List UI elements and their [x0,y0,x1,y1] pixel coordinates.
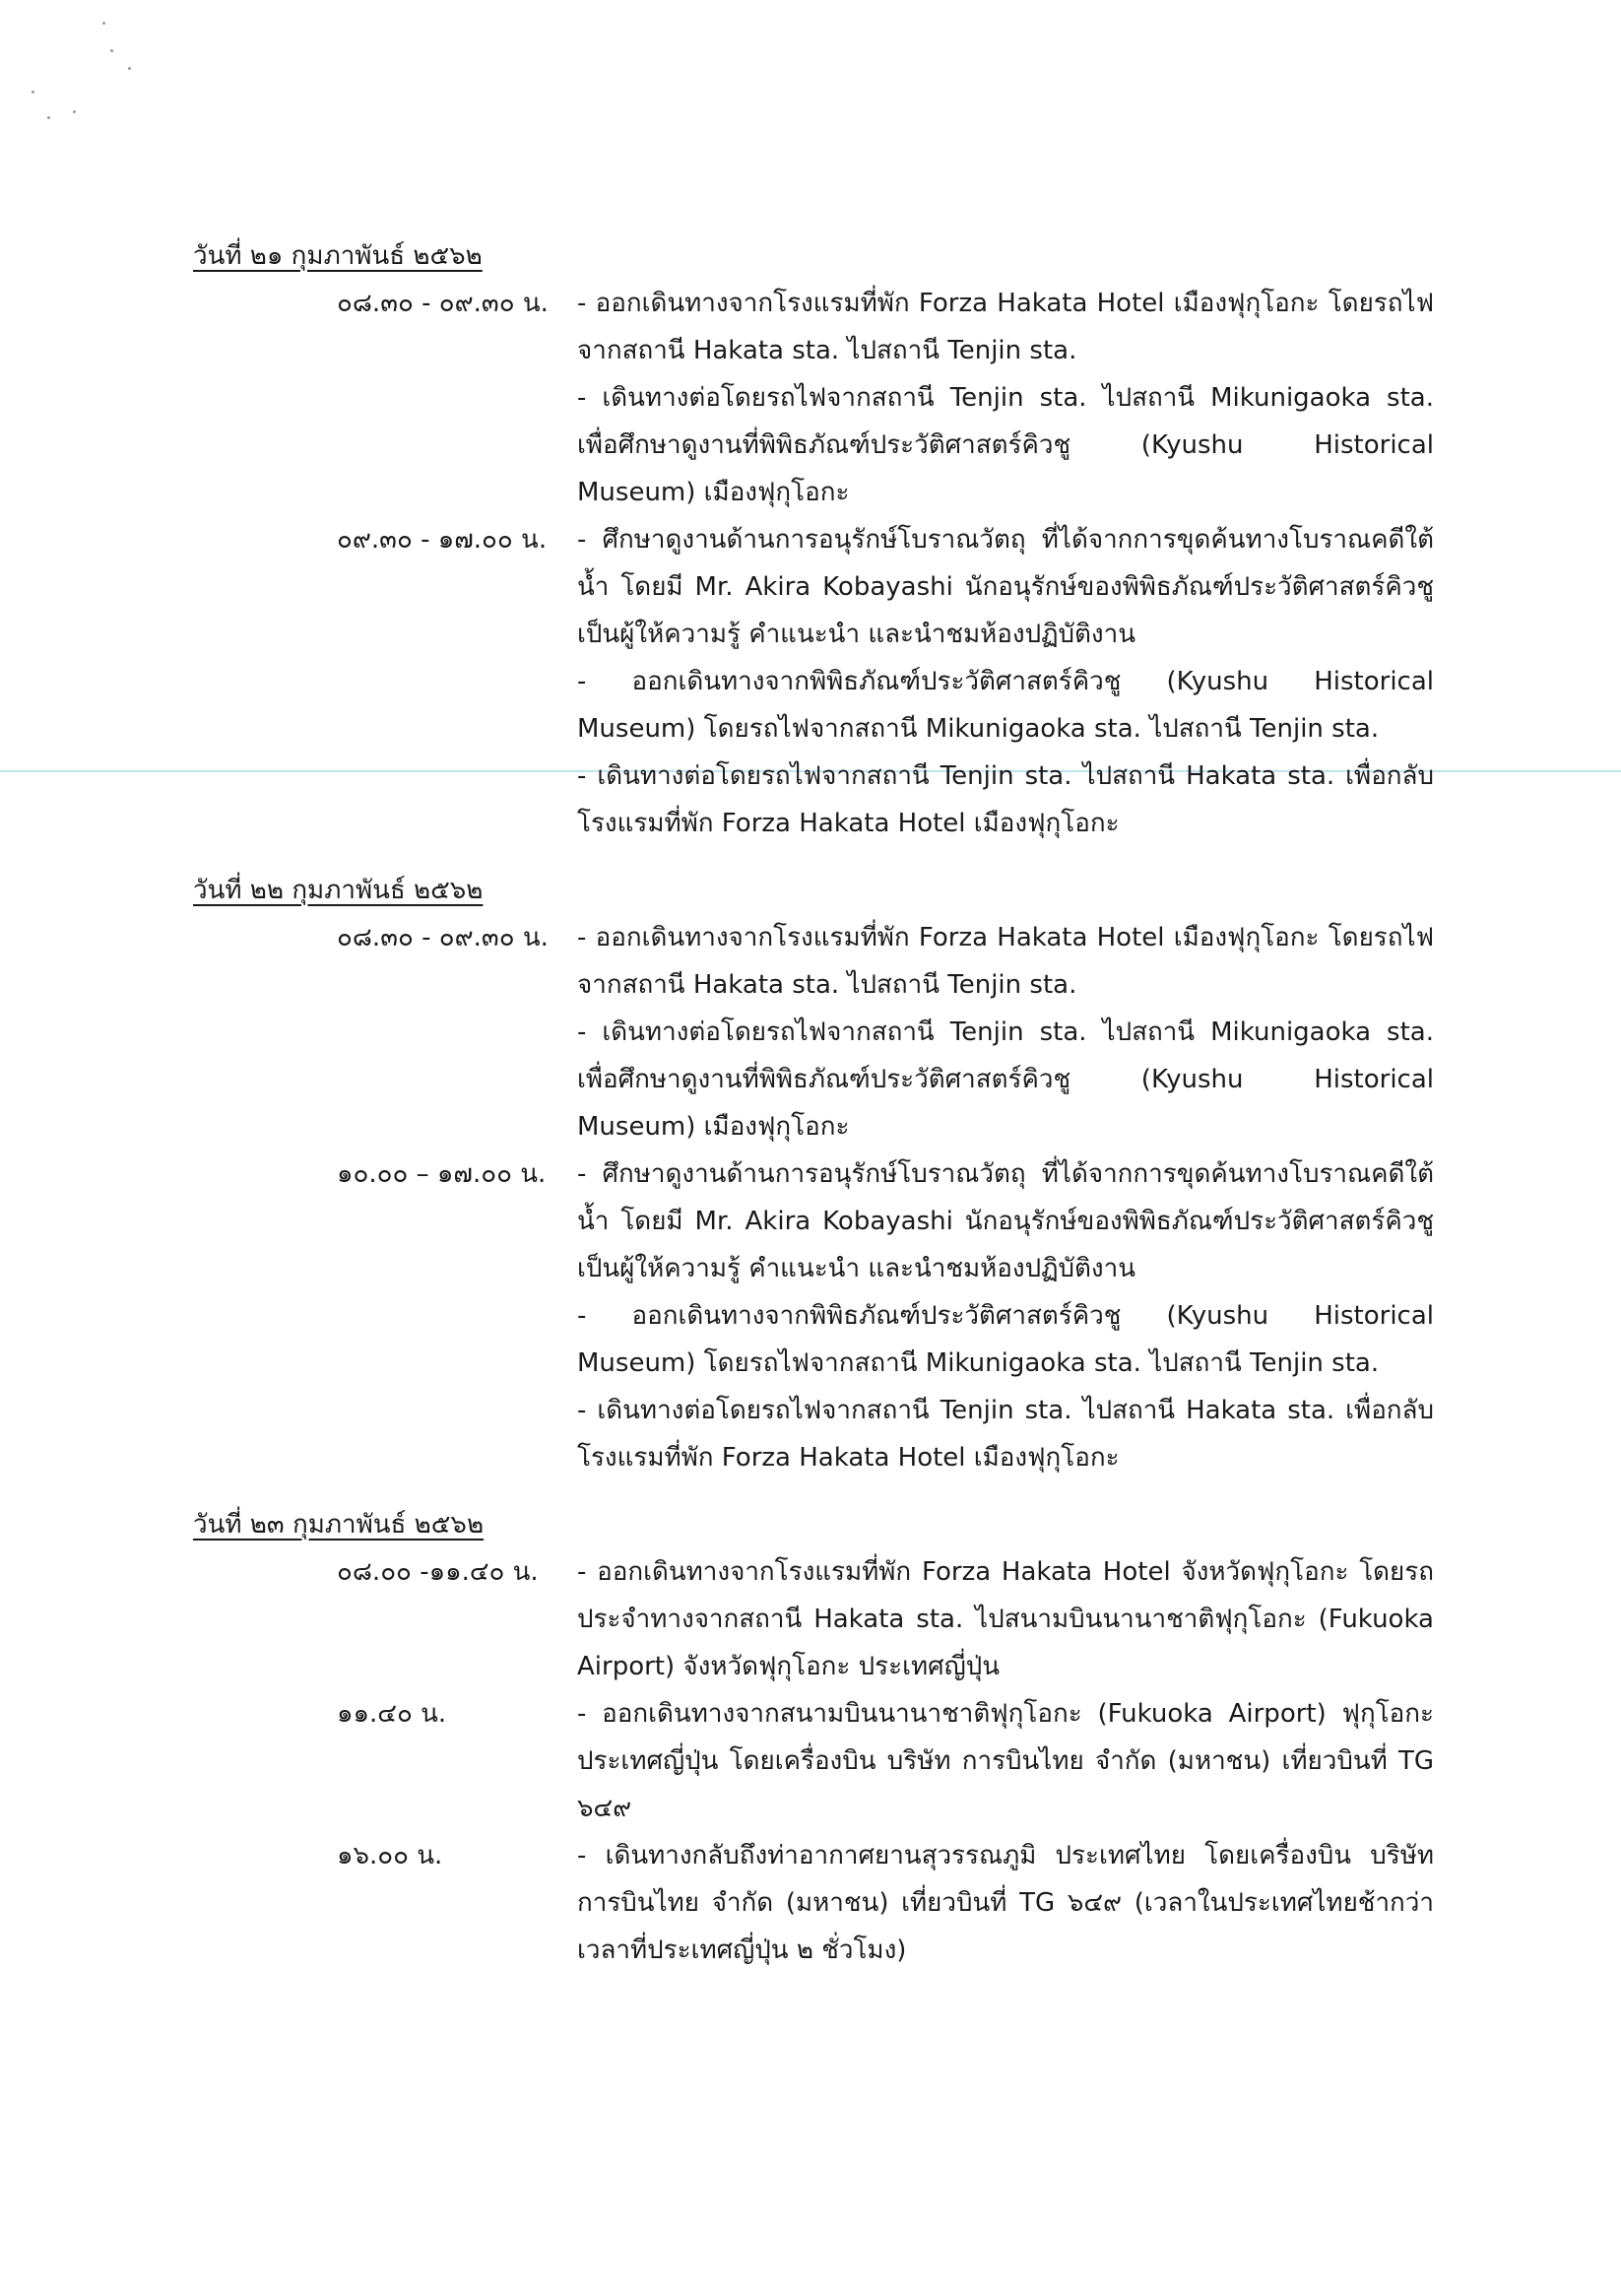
schedule-entry [193,914,1444,1150]
entry-time-cell [193,1548,565,1596]
day-heading: วันที่ ๒๑ กุมภาพันธ์ ๒๕๖๒ [193,241,483,271]
entry-time: ๐๘.๐๐ -๑๑.๔๐ น. [337,1557,539,1587]
entry-item: - ออกเดินทางจากโรงแรมที่พัก Forza Hakata Hotel เมืองฟุกุโอกะ โดยรถไฟจากสถานี Hakata sta. ไปสถานี Tenjin sta. [577,923,1434,1000]
entry-item: - ศึกษาดูงานด้านการอนุรักษ์โบราณวัตถุ ที่ได้จากการขุดค้นทางโบราณคดีใต้น้ำ โดยมี Mr. Akira Kobayashi นักอนุรักษ์ของพิพิธภัณฑ์ประวัติศาสตร์คิวชู เป็นผู้ให้ความรู้ คำแนะนำ และนำชมห้องปฏิบัติงาน [577,525,1434,649]
day-heading: วันที่ ๒๓ กุมภาพันธ์ ๒๕๖๒ [193,1510,485,1540]
schedule-entry [193,516,1444,847]
day-section [193,232,1444,847]
entry-time-cell [193,280,565,327]
day-section [193,1501,1444,1974]
entry-description [577,1832,1434,1974]
entry-time: ๐๘.๓๐ - ๐๙.๓๐ น. [337,923,549,952]
schedule-entry [193,280,1444,516]
entry-time-cell [193,1690,565,1738]
entry-time-cell [193,516,565,563]
entry-time-cell [193,914,565,961]
entry-item: - ศึกษาดูงานด้านการอนุรักษ์โบราณวัตถุ ที่ได้จากการขุดค้นทางโบราณคดีใต้น้ำ โดยมี Mr. Akira Kobayashi นักอนุรักษ์ของพิพิธภัณฑ์ประวัติศาสตร์คิวชู เป็นผู้ให้ความรู้ คำแนะนำ และนำชมห้องปฏิบัติงาน [577,1159,1434,1283]
entry-item: - เดินทางต่อโดยรถไฟจากสถานี Tenjin sta. ไปสถานี Mikunigaoka sta. เพื่อศึกษาดูงานที่พิพิธภัณฑ์ประวัติศาสตร์คิวชู (Kyushu Historical Museum) เมืองฟุกุโอกะ [577,383,1434,507]
itinerary [193,232,1444,1976]
scan-speck [102,22,105,25]
entry-item: - เดินทางกลับถึงท่าอากาศยานสุวรรณภูมิ ประเทศไทย โดยเครื่องบิน บริษัท การบินไทย จำกัด (มหาชน) เที่ยวบินที่ TG ๖๔๙ (เวลาในประเทศไทยช้ากว่าเวลาที่ประเทศญี่ปุ่น ๒ ชั่วโมง) [577,1841,1434,1965]
scan-speck [110,49,113,52]
entry-time: ๑๑.๔๐ น. [337,1699,447,1729]
schedule-entry [193,1832,1444,1974]
entry-item: - ออกเดินทางจากพิพิธภัณฑ์ประวัติศาสตร์คิวชู (Kyushu Historical Museum) โดยรถไฟจากสถานี Mikunigaoka sta. ไปสถานี Tenjin sta. [577,1301,1434,1378]
entry-item: - ออกเดินทางจากโรงแรมที่พัก Forza Hakata Hotel เมืองฟุกุโอกะ โดยรถไฟจากสถานี Hakata sta. ไปสถานี Tenjin sta. [577,289,1434,365]
entry-item: - ออกเดินทางจากโรงแรมที่พัก Forza Hakata Hotel จังหวัดฟุกุโอกะ โดยรถประจำทางจากสถานี Hakata sta. ไปสนามบินนานาชาติฟุกุโอกะ (Fukuoka Airport) จังหวัดฟุกุโอกะ ประเทศญี่ปุ่น [577,1557,1434,1681]
entry-description [577,280,1434,516]
entry-time-cell [193,1150,565,1198]
entry-time: ๐๙.๓๐ - ๑๗.๐๐ น. [337,525,548,555]
day-heading: วันที่ ๒๒ กุมภาพันธ์ ๒๕๖๒ [193,876,484,905]
entry-description [577,1150,1434,1481]
entry-item: - เดินทางต่อโดยรถไฟจากสถานี Tenjin sta. ไปสถานี Mikunigaoka sta. เพื่อศึกษาดูงานที่พิพิธภัณฑ์ประวัติศาสตร์คิวชู (Kyushu Historical Museum) เมืองฟุกุโอกะ [577,1017,1434,1142]
entry-description [577,1690,1434,1832]
entry-time: ๑๐.๐๐ – ๑๗.๐๐ น. [337,1159,547,1189]
entry-item: - ออกเดินทางจากพิพิธภัณฑ์ประวัติศาสตร์คิวชู (Kyushu Historical Museum) โดยรถไฟจากสถานี Mikunigaoka sta. ไปสถานี Tenjin sta. [577,667,1434,744]
entry-time: ๑๖.๐๐ น. [337,1841,443,1870]
entry-item: - ออกเดินทางจากสนามบินนานาชาติฟุกุโอกะ (Fukuoka Airport) ฟุกุโอกะ ประเทศญี่ปุ่น โดยเครื่องบิน บริษัท การบินไทย จำกัด (มหาชน) เที่ยวบินที่ TG ๖๔๙ [577,1699,1434,1823]
entry-time-cell [193,1832,565,1879]
schedule-entry [193,1150,1444,1481]
entry-description [577,1548,1434,1690]
entry-time: ๐๘.๓๐ - ๐๙.๓๐ น. [337,289,549,318]
entry-item: - เดินทางต่อโดยรถไฟจากสถานี Tenjin sta. ไปสถานี Hakata sta. เพื่อกลับโรงแรมที่พัก Forza Hakata Hotel เมืองฟุกุโอกะ [577,1396,1434,1473]
entry-description [577,914,1434,1150]
entry-item: - เดินทางต่อโดยรถไฟจากสถานี Tenjin sta. ไปสถานี Hakata sta. เพื่อกลับโรงแรมที่พัก Forza Hakata Hotel เมืองฟุกุโอกะ [577,761,1434,838]
entry-description [577,516,1434,847]
schedule-entry [193,1548,1444,1690]
scan-speck [32,91,34,94]
scan-speck [128,67,131,70]
scan-speck [73,110,76,113]
schedule-entry [193,1690,1444,1832]
day-section [193,867,1444,1481]
scan-speck [47,116,50,119]
